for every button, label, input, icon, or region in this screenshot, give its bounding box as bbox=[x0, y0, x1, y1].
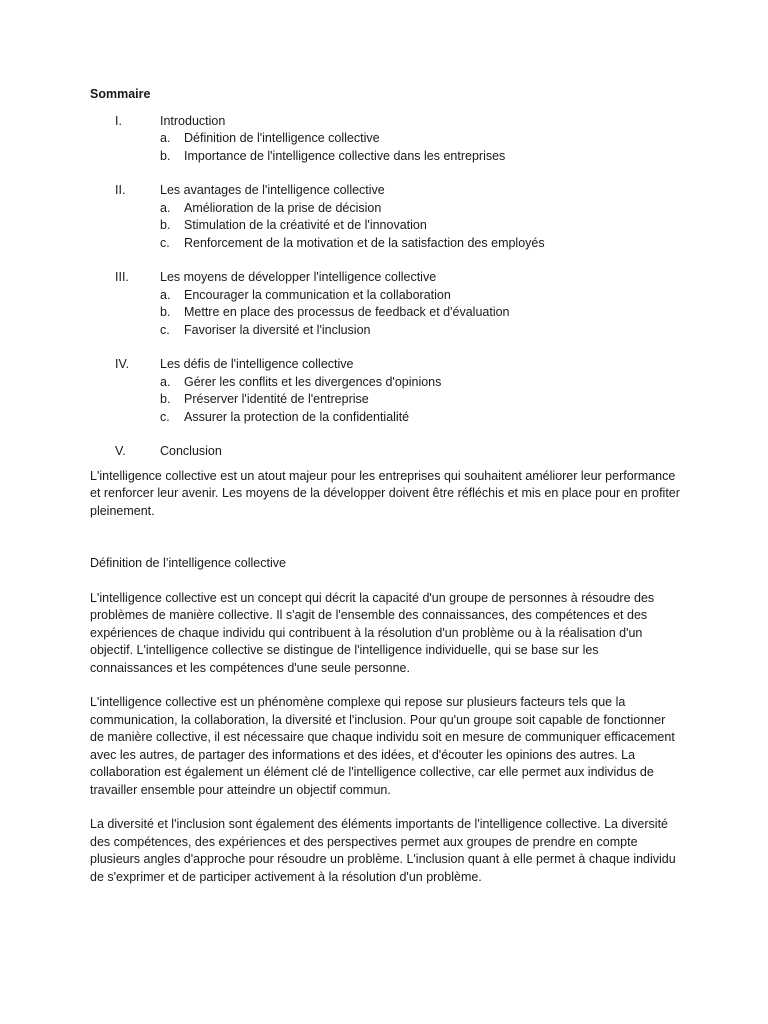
toc-number: II. bbox=[115, 183, 126, 197]
document-page bbox=[90, 86, 680, 903]
toc-section-1 bbox=[90, 113, 680, 166]
toc-section-5 bbox=[90, 443, 680, 461]
toc-letter: a. bbox=[160, 131, 171, 145]
section-title: Définition de l’intelligence collective bbox=[90, 556, 286, 570]
toc-subitem bbox=[90, 287, 680, 305]
toc-subitem-label: Amélioration de la prise de décision bbox=[184, 200, 382, 215]
toc-letter: b. bbox=[160, 218, 171, 232]
toc-subitem bbox=[90, 304, 680, 322]
toc-number: III. bbox=[115, 270, 129, 284]
toc-subitem bbox=[90, 409, 680, 427]
toc-number: V. bbox=[115, 444, 126, 458]
toc-subitem bbox=[90, 200, 680, 218]
body-paragraph: L'intelligence collective est un concept qui décrit la capacité d'un groupe de personnes à résoudre des problèmes de manière collective. Il s'agit de l'ensemble des connaissances, des compétences et des expériences de chaque individu qui contribuent à la résolution d'un problème ou à la réalisation d'un objectif. L'intelligence collective se distingue de l'intelligence individuelle, qui se base sur les connaissances et les compétences d'une seule personne. bbox=[90, 590, 655, 675]
toc-subitem-label: Stimulation de la créativité et de l'innovation bbox=[184, 218, 427, 232]
toc-subitem bbox=[90, 322, 680, 340]
toc-subitem-label: Définition de l'intelligence collective bbox=[184, 131, 380, 145]
toc-number: I. bbox=[115, 113, 122, 128]
sommaire-title: Sommaire bbox=[90, 87, 151, 101]
toc-subitem-label: Renforcement de la motivation et de la satisfaction des employés bbox=[184, 235, 545, 250]
toc-letter: b. bbox=[160, 392, 171, 406]
toc-section-2 bbox=[90, 182, 680, 252]
toc-number: IV. bbox=[115, 357, 130, 371]
toc-subitem-label: Préserver l'identité de l'entreprise bbox=[184, 392, 369, 406]
toc-letter: a. bbox=[160, 200, 171, 215]
toc-letter: c. bbox=[160, 322, 170, 337]
toc-heading-label: Les défis de l'intelligence collective bbox=[160, 357, 354, 371]
toc-heading bbox=[90, 356, 680, 374]
toc-heading bbox=[90, 443, 680, 461]
toc-subitem-label: Assurer la protection de la confidentialité bbox=[184, 409, 410, 424]
toc-subitem-label: Gérer les conflits et les divergences d'opinions bbox=[184, 374, 442, 389]
toc-heading-label: Introduction bbox=[160, 113, 226, 128]
toc-letter: a. bbox=[160, 287, 171, 302]
table-of-contents bbox=[90, 113, 680, 461]
toc-subitem bbox=[90, 374, 680, 392]
toc-letter: a. bbox=[160, 374, 171, 389]
toc-letter: c. bbox=[160, 409, 170, 424]
toc-subitem-label: Importance de l'intelligence collective dans les entreprises bbox=[184, 148, 506, 163]
toc-subitem bbox=[90, 148, 680, 166]
toc-subitem-label: Encourager la communication et la collaboration bbox=[184, 287, 451, 302]
toc-subitem-label: Favoriser la diversité et l'inclusion bbox=[184, 322, 371, 337]
toc-subitem bbox=[90, 391, 680, 409]
toc-heading bbox=[90, 182, 680, 200]
toc-heading-label: Conclusion bbox=[160, 444, 222, 458]
body-paragraph: La diversité et l'inclusion sont également des éléments importants de l'intelligence collective. La diversité des compétences, des expériences et des perspectives permet aux groupes de prendre en compte plusieurs angles d'approche pour résoudre un problème. L'inclusion quant à elle permet à chaque individu de s'exprimer et de participer activement à la résolution d'un problème. bbox=[90, 817, 676, 884]
toc-letter: c. bbox=[160, 235, 170, 250]
intro-paragraph: L'intelligence collective est un atout majeur pour les entreprises qui souhaitent améliorer leur performance et renforcer leur avenir. Les moyens de la développer doivent être réfléchis et mis en place pour en profiter pleinement. bbox=[90, 468, 680, 518]
toc-subitem bbox=[90, 235, 680, 253]
toc-subitem bbox=[90, 130, 680, 148]
toc-subitem bbox=[90, 217, 680, 235]
toc-letter: b. bbox=[160, 305, 171, 319]
toc-subitem-label: Mettre en place des processus de feedback et d'évaluation bbox=[184, 305, 510, 319]
toc-heading-label: Les avantages de l'intelligence collective bbox=[160, 183, 385, 197]
toc-letter: b. bbox=[160, 148, 171, 163]
body-paragraph: L'intelligence collective est un phénomène complexe qui repose sur plusieurs facteurs tels que la communication, la collaboration, la diversité et l'inclusion. Pour qu'un groupe soit capable de fonctionner de manière collective, il est nécessaire que chaque individu soit en mesure de communiquer efficacement avec les autres, de partager des informations et des idées, et d'écouter les opinions des autres. La collaboration est également un élément clé de l'intelligence collective, car elle permet aux individus de travailler ensemble pour atteindre un objectif commun. bbox=[90, 695, 675, 797]
toc-heading bbox=[90, 113, 680, 131]
toc-heading bbox=[90, 269, 680, 287]
toc-section-4 bbox=[90, 356, 680, 426]
toc-heading-label: Les moyens de développer l'intelligence collective bbox=[160, 270, 437, 284]
toc-section-3 bbox=[90, 269, 680, 339]
